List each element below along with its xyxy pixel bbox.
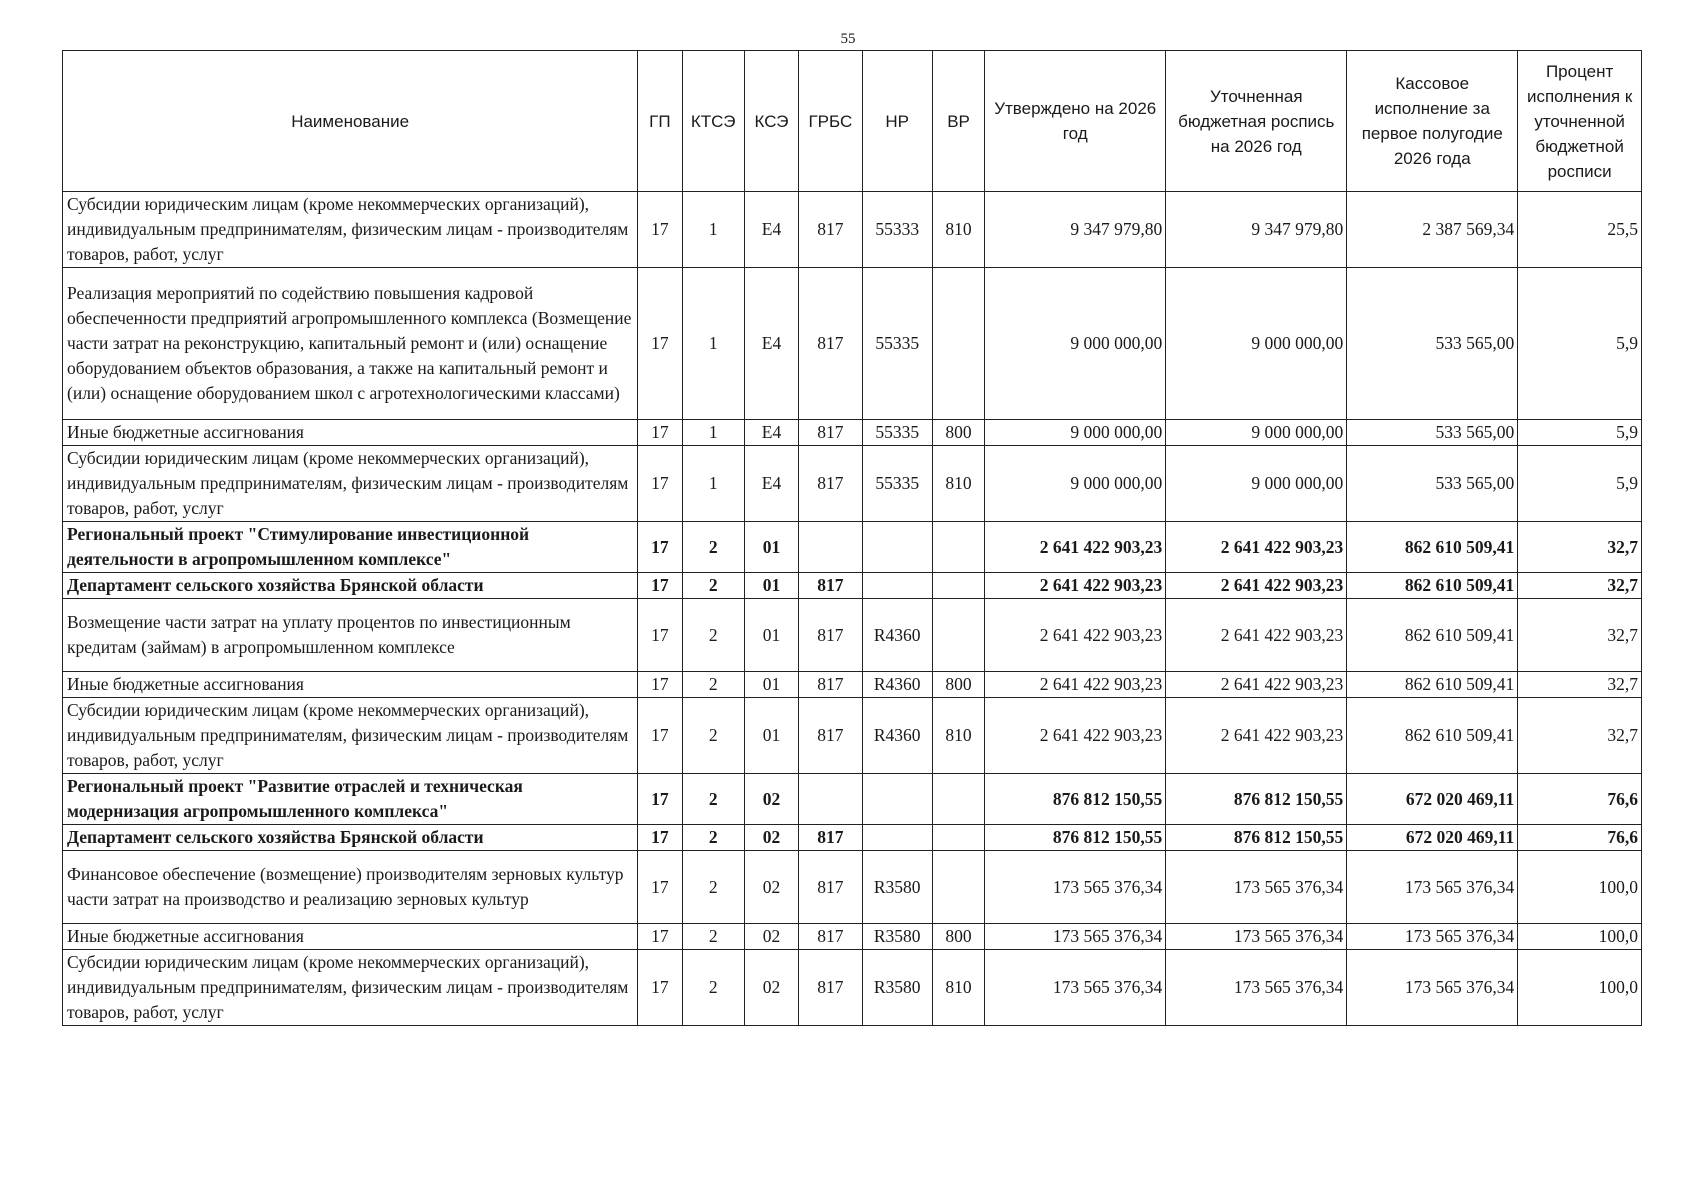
column-header-grbs: ГРБС <box>799 51 862 192</box>
row-cash: 533 565,00 <box>1347 420 1518 446</box>
row-ktse: 2 <box>682 825 744 851</box>
column-header-refined: Уточненная бюджетная роспись на 2026 год <box>1166 51 1347 192</box>
row-approved: 876 812 150,55 <box>985 774 1166 825</box>
row-grbs: 817 <box>799 672 862 698</box>
column-header-percent: Процент исполнения к уточненной бюджетной росписи <box>1518 51 1642 192</box>
row-nr: R3580 <box>862 950 932 1026</box>
row-gp: 17 <box>638 825 682 851</box>
table-row <box>63 672 1642 698</box>
row-approved: 2 641 422 903,23 <box>985 573 1166 599</box>
row-ktse: 1 <box>682 420 744 446</box>
row-approved: 2 641 422 903,23 <box>985 698 1166 774</box>
row-nr: 55335 <box>862 420 932 446</box>
row-vr: 800 <box>932 420 984 446</box>
row-percent: 32,7 <box>1518 573 1642 599</box>
row-refined: 9 000 000,00 <box>1166 446 1347 522</box>
row-vr <box>932 825 984 851</box>
row-refined: 2 641 422 903,23 <box>1166 522 1347 573</box>
row-kse: 02 <box>744 825 798 851</box>
budget-table <box>62 50 1642 1026</box>
row-gp: 17 <box>638 924 682 950</box>
row-refined: 2 641 422 903,23 <box>1166 698 1347 774</box>
row-refined: 173 565 376,34 <box>1166 851 1347 924</box>
column-header-ktse: КТСЭ <box>682 51 744 192</box>
row-approved: 2 641 422 903,23 <box>985 522 1166 573</box>
row-kse: 02 <box>744 851 798 924</box>
column-header-vr: ВР <box>932 51 984 192</box>
column-header-kse: КСЭ <box>744 51 798 192</box>
row-refined: 9 000 000,00 <box>1166 268 1347 420</box>
row-refined: 876 812 150,55 <box>1166 825 1347 851</box>
row-cash: 862 610 509,41 <box>1347 672 1518 698</box>
row-percent: 32,7 <box>1518 522 1642 573</box>
row-ktse: 2 <box>682 774 744 825</box>
row-percent: 5,9 <box>1518 420 1642 446</box>
row-ktse: 2 <box>682 950 744 1026</box>
row-nr: R4360 <box>862 599 932 672</box>
row-grbs: 817 <box>799 268 862 420</box>
row-refined: 2 641 422 903,23 <box>1166 672 1347 698</box>
row-gp: 17 <box>638 420 682 446</box>
row-ktse: 1 <box>682 446 744 522</box>
row-gp: 17 <box>638 268 682 420</box>
row-name: Региональный проект "Развитие отраслей и техническая модернизация агропромышленного комплекса" <box>63 774 638 825</box>
row-ktse: 2 <box>682 672 744 698</box>
row-cash: 672 020 469,11 <box>1347 774 1518 825</box>
table-row <box>63 924 1642 950</box>
table-row <box>63 573 1642 599</box>
row-name: Финансовое обеспечение (возмещение) производителям зерновых культур части затрат на производство и реализацию зерновых культур <box>63 851 638 924</box>
row-percent: 5,9 <box>1518 446 1642 522</box>
row-name: Иные бюджетные ассигнования <box>63 924 638 950</box>
row-cash: 862 610 509,41 <box>1347 698 1518 774</box>
table-row <box>63 420 1642 446</box>
row-refined: 173 565 376,34 <box>1166 950 1347 1026</box>
row-nr: 55335 <box>862 446 932 522</box>
row-gp: 17 <box>638 522 682 573</box>
row-approved: 2 641 422 903,23 <box>985 599 1166 672</box>
row-vr: 810 <box>932 192 984 268</box>
row-cash: 2 387 569,34 <box>1347 192 1518 268</box>
table-row <box>63 825 1642 851</box>
row-nr: R4360 <box>862 698 932 774</box>
row-vr <box>932 573 984 599</box>
row-vr: 810 <box>932 698 984 774</box>
row-cash: 533 565,00 <box>1347 446 1518 522</box>
row-gp: 17 <box>638 672 682 698</box>
row-vr: 800 <box>932 672 984 698</box>
row-kse: 01 <box>744 522 798 573</box>
row-refined: 173 565 376,34 <box>1166 924 1347 950</box>
row-gp: 17 <box>638 851 682 924</box>
row-name: Возмещение части затрат на уплату процентов по инвестиционным кредитам (займам) в агропромышленном комплексе <box>63 599 638 672</box>
row-ktse: 2 <box>682 698 744 774</box>
row-approved: 9 000 000,00 <box>985 446 1166 522</box>
column-header-name: Наименование <box>63 51 638 192</box>
row-name: Субсидии юридическим лицам (кроме некоммерческих организаций), индивидуальным предпринимателям, физическим лицам - производителям товаров, работ, услуг <box>63 698 638 774</box>
row-grbs <box>799 774 862 825</box>
row-vr: 800 <box>932 924 984 950</box>
row-grbs: 817 <box>799 924 862 950</box>
row-ktse: 1 <box>682 192 744 268</box>
row-kse: Е4 <box>744 192 798 268</box>
row-approved: 2 641 422 903,23 <box>985 672 1166 698</box>
row-approved: 173 565 376,34 <box>985 851 1166 924</box>
row-cash: 173 565 376,34 <box>1347 950 1518 1026</box>
row-nr: R4360 <box>862 672 932 698</box>
row-approved: 876 812 150,55 <box>985 825 1166 851</box>
row-percent: 100,0 <box>1518 851 1642 924</box>
table-row <box>63 192 1642 268</box>
row-refined: 2 641 422 903,23 <box>1166 599 1347 672</box>
table-row <box>63 950 1642 1026</box>
row-kse: 02 <box>744 950 798 1026</box>
table-row <box>63 599 1642 672</box>
row-grbs <box>799 522 862 573</box>
column-header-nr: НР <box>862 51 932 192</box>
row-gp: 17 <box>638 573 682 599</box>
row-nr <box>862 825 932 851</box>
row-name: Департамент сельского хозяйства Брянской области <box>63 573 638 599</box>
table-row <box>63 698 1642 774</box>
row-name: Субсидии юридическим лицам (кроме некоммерческих организаций), индивидуальным предпринимателям, физическим лицам - производителям товаров, работ, услуг <box>63 446 638 522</box>
row-grbs: 817 <box>799 446 862 522</box>
row-percent: 100,0 <box>1518 924 1642 950</box>
row-ktse: 2 <box>682 522 744 573</box>
row-kse: 01 <box>744 698 798 774</box>
row-vr <box>932 522 984 573</box>
row-refined: 9 000 000,00 <box>1166 420 1347 446</box>
row-kse: 02 <box>744 774 798 825</box>
page-number: 55 <box>840 31 856 47</box>
row-gp: 17 <box>638 950 682 1026</box>
row-grbs: 817 <box>799 698 862 774</box>
row-nr: R3580 <box>862 924 932 950</box>
row-vr <box>932 268 984 420</box>
column-header-cash: Кассовое исполнение за первое полугодие 2026 года <box>1347 51 1518 192</box>
row-nr <box>862 522 932 573</box>
row-approved: 9 347 979,80 <box>985 192 1166 268</box>
row-cash: 862 610 509,41 <box>1347 522 1518 573</box>
row-kse: Е4 <box>744 420 798 446</box>
row-nr <box>862 774 932 825</box>
row-percent: 5,9 <box>1518 268 1642 420</box>
row-percent: 76,6 <box>1518 774 1642 825</box>
table-row <box>63 446 1642 522</box>
row-refined: 876 812 150,55 <box>1166 774 1347 825</box>
row-ktse: 2 <box>682 599 744 672</box>
row-grbs: 817 <box>799 851 862 924</box>
row-kse: 02 <box>744 924 798 950</box>
row-name: Департамент сельского хозяйства Брянской области <box>63 825 638 851</box>
column-header-approved: Утверждено на 2026 год <box>985 51 1166 192</box>
row-approved: 173 565 376,34 <box>985 924 1166 950</box>
row-gp: 17 <box>638 446 682 522</box>
row-grbs: 817 <box>799 192 862 268</box>
row-grbs: 817 <box>799 950 862 1026</box>
row-cash: 173 565 376,34 <box>1347 924 1518 950</box>
row-name: Реализация мероприятий по содействию повышения кадровой обеспеченности предприятий агропромышленного комплекса (Возмещение части затрат на реконструкцию, капитальный ремонт и (или) оснащение оборудованием объектов образования, а также на капитальный ремонт и (или) оснащение оборудованием школ с агротехнологическими классами) <box>63 268 638 420</box>
row-ktse: 2 <box>682 924 744 950</box>
row-percent: 76,6 <box>1518 825 1642 851</box>
row-gp: 17 <box>638 192 682 268</box>
row-cash: 672 020 469,11 <box>1347 825 1518 851</box>
table-row <box>63 522 1642 573</box>
row-grbs: 817 <box>799 825 862 851</box>
row-kse: Е4 <box>744 446 798 522</box>
row-vr <box>932 851 984 924</box>
row-kse: 01 <box>744 573 798 599</box>
row-gp: 17 <box>638 698 682 774</box>
row-name: Субсидии юридическим лицам (кроме некоммерческих организаций), индивидуальным предпринимателям, физическим лицам - производителям товаров, работ, услуг <box>63 192 638 268</box>
row-ktse: 2 <box>682 573 744 599</box>
row-approved: 9 000 000,00 <box>985 268 1166 420</box>
row-percent: 25,5 <box>1518 192 1642 268</box>
table-row <box>63 268 1642 420</box>
row-nr <box>862 573 932 599</box>
column-header-gp: ГП <box>638 51 682 192</box>
row-grbs: 817 <box>799 599 862 672</box>
row-nr: 55335 <box>862 268 932 420</box>
table-header-row <box>63 51 1642 192</box>
row-ktse: 2 <box>682 851 744 924</box>
row-approved: 173 565 376,34 <box>985 950 1166 1026</box>
row-name: Региональный проект "Стимулирование инвестиционной деятельности в агропромышленном комплексе" <box>63 522 638 573</box>
row-refined: 9 347 979,80 <box>1166 192 1347 268</box>
row-approved: 9 000 000,00 <box>985 420 1166 446</box>
row-nr: R3580 <box>862 851 932 924</box>
row-percent: 100,0 <box>1518 950 1642 1026</box>
row-name: Иные бюджетные ассигнования <box>63 420 638 446</box>
row-nr: 55333 <box>862 192 932 268</box>
row-name: Субсидии юридическим лицам (кроме некоммерческих организаций), индивидуальным предпринимателям, физическим лицам - производителям товаров, работ, услуг <box>63 950 638 1026</box>
row-cash: 862 610 509,41 <box>1347 599 1518 672</box>
row-grbs: 817 <box>799 573 862 599</box>
row-gp: 17 <box>638 774 682 825</box>
row-cash: 173 565 376,34 <box>1347 851 1518 924</box>
row-percent: 32,7 <box>1518 698 1642 774</box>
row-cash: 862 610 509,41 <box>1347 573 1518 599</box>
row-percent: 32,7 <box>1518 599 1642 672</box>
row-vr: 810 <box>932 446 984 522</box>
table-row <box>63 774 1642 825</box>
row-percent: 32,7 <box>1518 672 1642 698</box>
row-grbs: 817 <box>799 420 862 446</box>
row-kse: 01 <box>744 672 798 698</box>
row-refined: 2 641 422 903,23 <box>1166 573 1347 599</box>
row-name: Иные бюджетные ассигнования <box>63 672 638 698</box>
table-row <box>63 851 1642 924</box>
row-vr: 810 <box>932 950 984 1026</box>
row-ktse: 1 <box>682 268 744 420</box>
row-gp: 17 <box>638 599 682 672</box>
row-cash: 533 565,00 <box>1347 268 1518 420</box>
row-vr <box>932 774 984 825</box>
row-kse: Е4 <box>744 268 798 420</box>
row-vr <box>932 599 984 672</box>
row-kse: 01 <box>744 599 798 672</box>
